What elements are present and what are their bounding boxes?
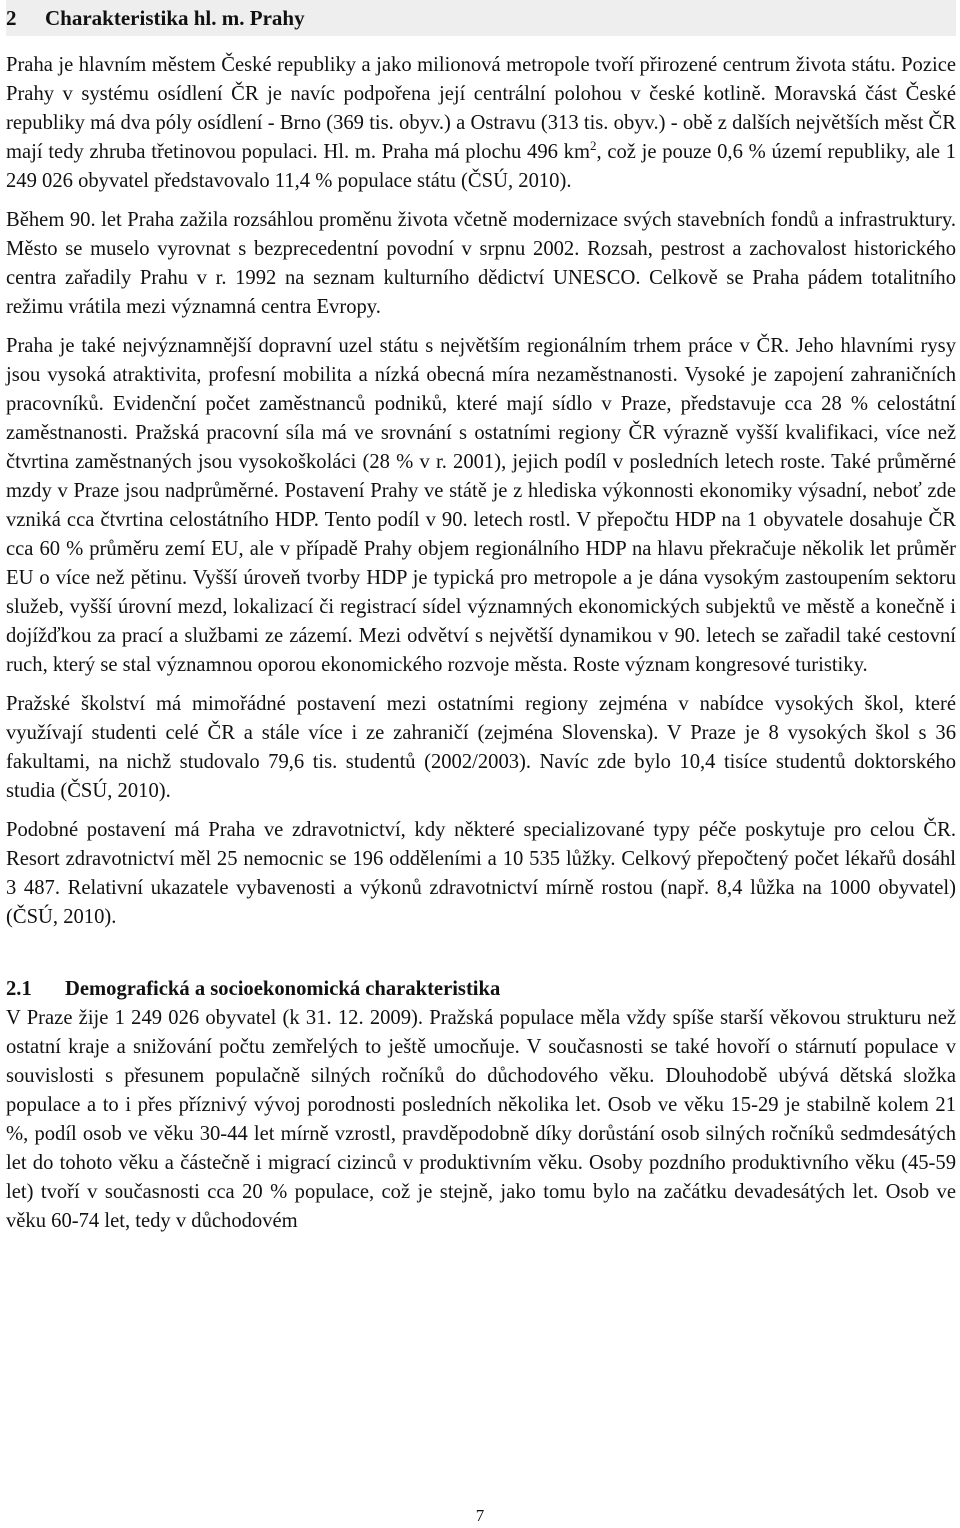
superscript-squared: 2 [589,138,597,153]
paragraph-nineties: Během 90. let Praha zažila rozsáhlou proměnu života včetně modernizace svých stavebních fondů a infrastruktury. Město se muselo vyrovnat s bezprecedentní povodní v srpnu 2002. Rozsah, pestrost a zachovalost historického centra zařadily Prahu v r. 1992 na seznam kulturního dědictví UNESCO. Celkově se Praha pádem totalitního režimu vrátila mezi významná centra Evropy. [6,209,956,318]
chapter-title: Charakteristika hl. m. Prahy [45,6,305,30]
paragraph-economy: Praha je také nejvýznamnější dopravní uzel státu s největším regionálním trhem práce v ČR. Jeho hlavními rysy jsou vysoká atraktivita, profesní mobilita a nízká obecná míra nezaměstnanosti. Vysoké je zapojení zahraničních pracovníků. Evidenční počet zaměstnanců podniků, které mají sídlo v Praze, představuje cca 28 % celostátní zaměstnanosti. Pražská pracovní síla má ve srovnání s ostatními regiony ČR výrazně vyšší kvalifikaci, více než čtvrtina zaměstnaných jsou vysokoškoláci (28 % v r. 2001), jejich podíl v posledních letech roste. Také průměrné mzdy v Praze jsou nadprůměrné. Postavení Prahy ve státě je z hlediska výkonnosti ekonomiky výsadní, neboť zde vzniká cca čtvrtina celostátního HDP. Tento podíl v 90. letech rostl. V přepočtu HDP na 1 obyvatele dosahuje ČR cca 60 % průměru zemí EU, ale v případě Prahy objem regionálního HDP na hlavu překračuje několik let průměr EU o více než pětinu. Vyšší úroveň tvorby HDP je typická pro metropole a je dána vysokým zastoupením sektoru služeb, vyšší úrovní mezd, lokalizací či registrací sídel významných ekonomických subjektů ve městě a konečně i dojížďkou za prací a službami ze zázemí. Mezi odvětví s největší dynamikou v 90. letech se zařadil také cestovní ruch, který se stal významnou oporou ekonomického rozvoje města. Roste význam kongresové turistiky. [6,335,956,676]
paragraph-intro [6,51,956,196]
section-number: 2.1 [6,978,32,1000]
paragraph-demography: V Praze žije 1 249 026 obyvatel (k 31. 12. 2009). Pražská populace měla vždy spíše starší věkovou strukturu než ostatní kraje a snižování počtu zemřelých to ještě umocňuje. V současnosti se také hovoří o stárnutí populace v souvislosti s přesunem populačně silných ročníků do důchodového věku. Dlouhodobě ubývá dětská složka populace a to i přes příznivý vývoj porodnosti posledních několika let. Osob ve věku 15-29 je stabilně kolem 21 %, podíl osob ve věku 30-44 let mírně vzrostl, pravděpodobně díky dorůstání osob silných ročníků sedmdesátých let do tohoto věku a částečně i migrací cizinců v produktivním věku. Osoby pozdního produktivního věku (45-59 let) tvoří v současnosti cca 20 % populace, což je stejně, jako tomu bylo na začátku devadesátých let. Osob ve věku 60-74 let, tedy v důchodovém [6,1007,956,1232]
paragraph-education: Pražské školství má mimořádné postavení mezi ostatními regiony zejména v nabídce vysokých škol, které využívají studenti celé ČR a stále více i ze zahraničí (zejména Slovenska). V Praze je 8 vysokých škol s 36 fakultami, na nichž studovalo 79,6 tis. studentů (2002/2003). Navíc zde bylo 10,4 tisíce studentů doktorského studia (ČSÚ, 2010). [6,693,956,802]
section-heading [6,975,956,1004]
section-title: Demografická a socioekonomická charakteristika [65,978,501,1000]
chapter-heading [6,0,956,36]
page-number: 7 [475,1506,485,1525]
paragraph-healthcare: Podobné postavení má Praha ve zdravotnictví, kdy některé specializované typy péče poskytuje pro celou ČR. Resort zdravotnictví měl 25 nemocnic se 196 odděleními a 10 535 lůžky. Celkový přepočtený počet lékařů dosáhl 3 487. Relativní ukazatele vybavenosti a výkonů zdravotnictví mírně rostou (např. 8,4 lůžka na 1000 obyvatel) (ČSÚ, 2010). [6,819,956,928]
paragraph-intro-text: Praha je hlavním městem České republiky a jako milionová metropole tvoří přirozené centrum života státu. Pozice Prahy v systému osídlení ČR je navíc podpořena její centrální polohou v české kotlině. Moravská část České republiky má dva póly osídlení - Brno (369 tis. obyv.) a Ostravu (313 tis. obyv.) - obě z dalších největších měst ČR mají tedy zhruba třetinovou populaci. Hl. m. Praha má plochu 496 km [6,54,956,163]
paragraph-intro-text-continued: , což je pouze 0,6 % území republiky, ale 1 249 026 obyvatel představovalo 11,4 % populace státu (ČSÚ, 2010). [6,141,956,192]
chapter-number: 2 [6,6,17,30]
document-page [6,0,956,1236]
